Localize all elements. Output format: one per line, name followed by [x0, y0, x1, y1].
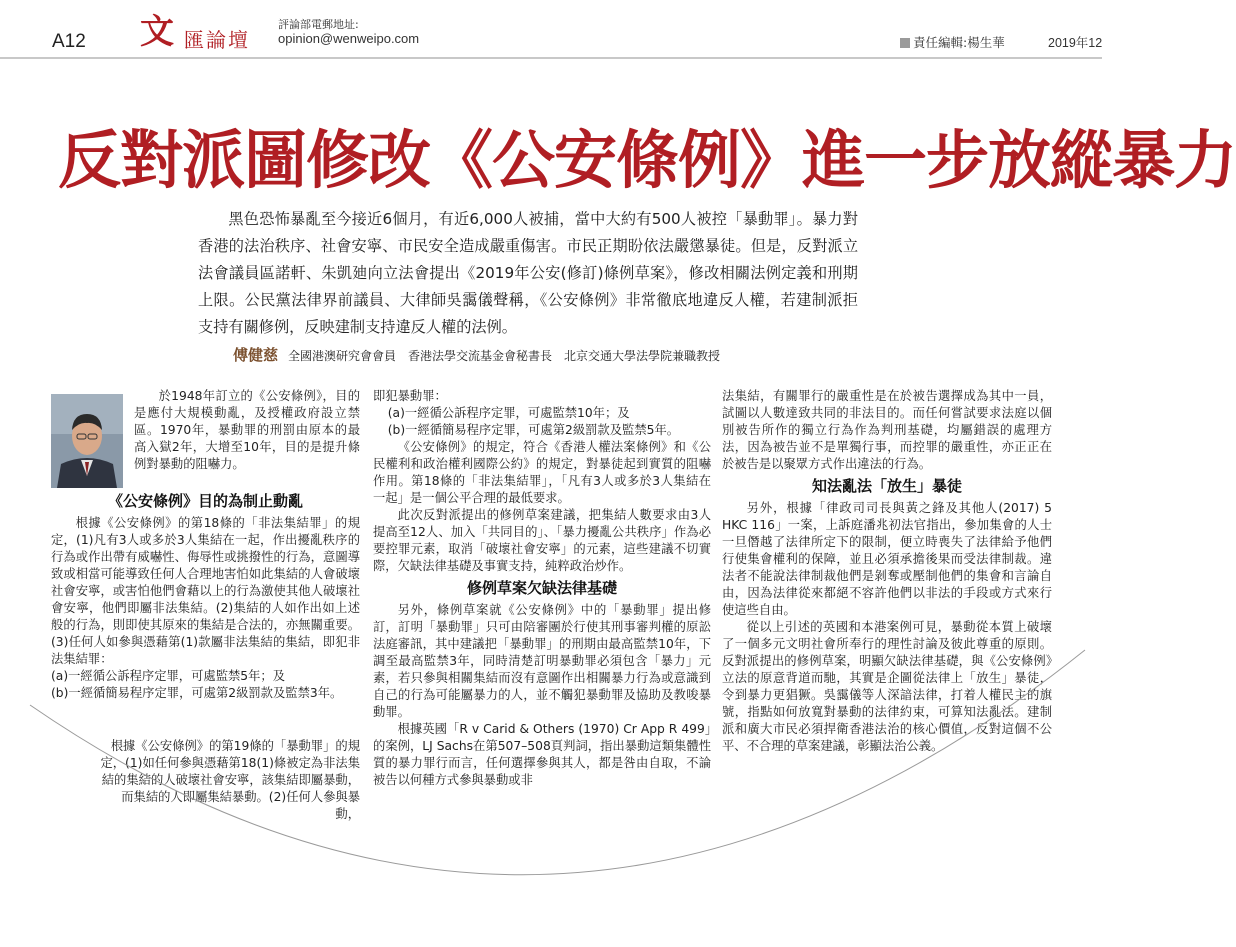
page-number: A12 [52, 31, 86, 52]
issue-date: 2019年12 [1048, 36, 1103, 50]
list-item: (b)一經循簡易程序定罪，可處第2級罰款及監禁3年。 [51, 686, 343, 700]
email-address[interactable]: opinion@wenweipo.com [278, 31, 420, 46]
paragraph: 根據《公安條例》的第18條的「非法集結罪」的規定，(1)凡有3人或多於3人集結在一起，作出擾亂秩序的行為或作出帶有威嚇性、侮辱性或挑撥性的行為，意圖導致或相當可能導致任何人合理地害怕如此集結的人會破壞社會安寧，或害怕他們會藉以上的行為激使其他人破壞社會安寧，他們即屬非法集結。(2)集結的人如作出如上述般的行為，則即使其原來的集結是合法的，亦無關重要。(3)任何人如參與憑藉第(1)款屬非法集結的集結，即犯非法集結罪： [51, 516, 360, 666]
paragraph: 根據《公安條例》的第19條的「暴動罪」的規定，(1)如任何參與憑藉第18(1)條被定為非法集結的集結的人破壞社會安寧，該集結即屬暴動，而集結的人即屬集結暴動。(2)任何人參與暴動， [100, 739, 360, 821]
paragraph: 即犯暴動罪： [373, 389, 447, 403]
paragraph: 《公安條例》的規定，符合《香港人權法案條例》和《公民權利和政治權利國際公約》的規定，對暴徒起到實質的阻嚇作用。第18條的「非法集結罪」，「凡有3人或多於3人集結在一起」是一個公平合理的最低要求。 [373, 440, 711, 505]
list-item: (b)一經循簡易程序定罪，可處第2級罰款及監禁5年。 [387, 423, 680, 437]
address-label: 評論部電郵地址: [278, 18, 359, 31]
subheading: 知法亂法「放生」暴徒 [811, 477, 962, 495]
decorative-arc [0, 600, 1102, 947]
author-photo [51, 394, 123, 488]
lead-text: 黑色恐怖暴亂至今接近6個月，有近6,000人被捕，當中大約有500人被控「暴動罪」。暴力對香港的法治秩序、社會安寧、市民安全造成嚴重傷害。市民正期盼依法嚴懲暴徒。但是，反對派立法會議員區諾軒、朱凱廸向立法會提出《2019年公安(修訂)條例草案》，修改相關法例定義和刑期上限。公民黨法律界前議員、大律師吳靄儀聲稱，《公安條例》非常徹底地違反人權，若建制派拒支持有關修例，反映建制支持違反人權的法例。 [198, 210, 858, 336]
paragraph: 法集結，有關罪行的嚴重性是在於被告選擇成為其中一員，試圖以人數達致共同的非法目的。而任何嘗試要求法庭以個別被告所作的獨立行為作為判刑基礎，均屬錯誤的處理方法，因為被告並不是單獨行事，而控罪的嚴重性，亦正正在於被告是以聚眾方式作出違法的行為。 [722, 389, 1052, 471]
section-logo-char: 文 [140, 12, 174, 52]
author-name: 傅健慈 [233, 346, 279, 364]
editor-text: 責任編輯:楊生華 [913, 35, 1005, 50]
square-bullet-icon [900, 38, 910, 48]
author-titles: 全國港澳研究會會員 香港法學交流基金會秘書長 北京交通大學法學院兼職教授 [288, 349, 721, 363]
paragraph: 另外，條例草案就《公安條例》中的「暴動罪」提出修訂，訂明「暴動罪」只可由陪審團於行使其刑事審判權的原訟法庭審訊，其中建議把「暴動罪」的刑期由最高監禁10年，下調至最高監禁3年，同時清楚訂明暴動罪必須包含「暴力」元素，若只參與相關集結而沒有意圖作出相關暴力行為或意識到自己的行為可能屬暴力的人，並不觸犯暴動罪及協助及教唆暴動罪。 [373, 603, 711, 719]
editor-credit [900, 33, 1005, 51]
paragraph: 此次反對派提出的修例草案建議，把集結人數要求由3人提高至12人、加入「共同目的」、「暴力擾亂公共秩序」作為必要控罪元素，取消「破壞社會安寧」的元素，這些建議不切實際，欠缺法律基礎及事實支持，純粹政治炒作。 [373, 508, 711, 573]
subheading: 《公安條例》目的為制止動亂 [107, 492, 303, 510]
author-portrait-icon [51, 394, 123, 488]
section-logo-text: 匯論壇 [184, 28, 250, 52]
lead-paragraph [198, 206, 858, 341]
list-item: (a)一經循公訴程序定罪，可處監禁10年；及 [387, 406, 630, 420]
byline [233, 344, 720, 365]
list-item: (a)一經循公訴程序定罪，可處監禁5年；及 [51, 669, 286, 683]
paragraph: 另外，根據「律政司司長與黃之鋒及其他人(2017) 5 HKC 116」一案，上訴庭潘兆初法官指出，參加集會的人士一旦僭越了法律所定下的限制，便立時喪失了法律給予他們行使集會權利的保障，並且必須承擔後果而受法律制裁。違法者不能說法律制裁他們是剝奪或壓制他們的集會和言論自由，因為法律從來都絕不容許他們以非法的手段或方式來行使這些自由。 [722, 501, 1052, 617]
paragraph: 根據英國「R v Carid & Others (1970) Cr App R 499」的案例，LJ Sachs在第507–508頁判詞，指出暴動這類集體性質的暴力罪行而言，任何選擇參與其人，都是咎由自取，不論被告以何種方式參與暴動或非 [373, 722, 711, 787]
subheading: 修例草案欠缺法律基礎 [466, 579, 617, 597]
paragraph: 從以上引述的英國和本港案例可見，暴動從本質上破壞了一個多元文明社會所奉行的理性討論及彼此尊重的原則。反對派提出的修例草案，明顯欠缺法律基礎，與《公安條例》立法的原意背道而馳，其實是企圖從法律上「放生」暴徒，令到暴力更猖獗。吳靄儀等人深諳法律，打着人權民主的旗號，指點如何放寬對暴動的法律約束，可算知法亂法。建制派和廣大市民必須捍衛香港法治的核心價值，反對這個不公平、不合理的草案建議，彰顯法治公義。 [722, 620, 1052, 753]
paragraph: 於1948年訂立的《公安條例》，目的是應付大規模動亂，及授權政府設立禁區。1970年，暴動罪的刑罰由原本的最高入獄2年，大增至10年，目的是提升條例對暴動的阻嚇力。 [134, 389, 360, 471]
column-1-intro [134, 388, 360, 473]
header-divider [0, 57, 1102, 59]
headline: 反對派圖修改《公安條例》進一步放縱暴力 [58, 123, 1236, 197]
